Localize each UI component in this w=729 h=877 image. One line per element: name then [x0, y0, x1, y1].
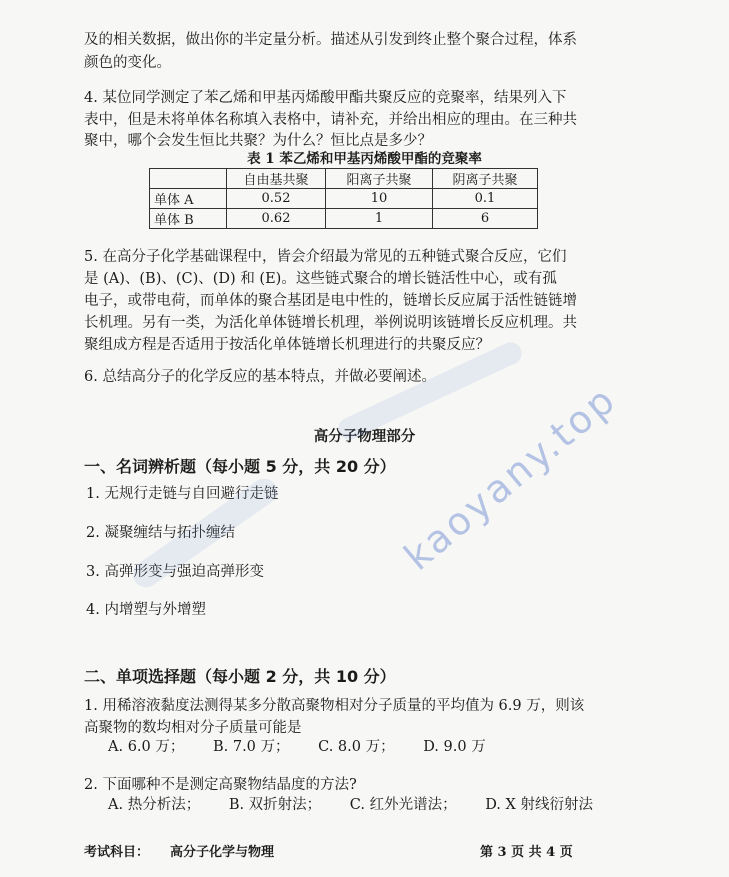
question-5-line-4: 长机理。另有一类，为活化单体链增长机理，举例说明该链增长反应机理。共: [84, 315, 577, 331]
table-header-row: [150, 169, 538, 189]
option-b: B. 双折射法；: [228, 797, 322, 813]
table-caption: 表 1 苯乙烯和甲基丙烯酸甲酯的竞聚率: [247, 151, 482, 167]
option-d: D. 9.0 万: [423, 739, 486, 755]
table-cell: 0.62: [227, 209, 326, 229]
table-cell: 0.1: [433, 189, 538, 209]
intro-line-2: 颜色的变化。: [84, 55, 171, 71]
choice-1-options: [108, 737, 510, 757]
footer-page-number: 第 3 页 共 4 页: [480, 845, 573, 860]
reactivity-ratio-table: [149, 168, 538, 229]
part-2-heading: 二、单项选择题（每小题 2 分，共 10 分）: [84, 667, 396, 686]
question-6: 6. 总结高分子的化学反应的基本特点，并做必要阐述。: [84, 369, 436, 385]
term-item: 2. 凝聚缠结与拓扑缠结: [86, 525, 235, 541]
term-item: 1. 无规行走链与自回避行走链: [86, 486, 279, 502]
choice-1-line-1: 1. 用稀溶液黏度法测得某多分散高聚物相对分子质量的平均值为 6.9 万，则该: [84, 698, 585, 714]
term-item: 4. 内增塑与外增塑: [86, 602, 206, 618]
question-4-line-1: 4. 某位同学测定了苯乙烯和甲基丙烯酸甲酯共聚反应的竞聚率，结果列入下: [84, 90, 567, 106]
part-1-heading: 一、名词辨析题（每小题 5 分，共 20 分）: [84, 457, 396, 476]
table-cell: 1: [326, 209, 433, 229]
question-5-line-1: 5. 在高分子化学基础课程中，皆会介绍最为常见的五种链式聚合反应，它们: [84, 249, 567, 265]
term-item: 3. 高弹形变与强迫高弹形变: [86, 564, 264, 580]
option-a: A. 6.0 万；: [108, 739, 185, 755]
header-cell-radical: 自由基共聚: [227, 169, 326, 189]
table-row: [150, 189, 538, 209]
intro-line-1: 及的相关数据，做出你的半定量分析。描述从引发到终止整个聚合过程，体系: [84, 32, 577, 48]
question-5-line-3: 电子，或带电荷，而单体的聚合基团是电中性的，链增长反应属于活性链链增: [84, 293, 577, 309]
watermark-text: kaoyany.top: [395, 376, 625, 579]
question-5-line-2: 是 (A)、(B)、(C)、(D) 和 (E)。这些链式聚合的增长链活性中心，或有孤: [84, 271, 557, 287]
choice-2-line-1: 2. 下面哪种不是测定高聚物结晶度的方法?: [84, 777, 357, 793]
question-5-line-5: 聚组成方程是否适用于按活化单体链增长机理进行的共聚反应？: [84, 337, 490, 353]
choice-1-line-2: 高聚物的数均相对分子质量可能是: [84, 720, 302, 736]
header-cell-anionic: 阴离子共聚: [433, 169, 538, 189]
option-c: C. 红外光谱法；: [349, 797, 457, 813]
table-cell: 单体 A: [150, 189, 227, 209]
question-4-line-3: 聚中，哪个会发生恒比共聚？为什么？恒比点是多少？: [84, 133, 432, 149]
table-cell: 10: [326, 189, 433, 209]
header-cell-empty: [150, 169, 227, 189]
choice-2-options: [108, 795, 617, 815]
table-cell: 单体 B: [150, 209, 227, 229]
question-4-line-2: 表中，但是未将单体名称填入表格中，请补充，并给出相应的理由。在三种共: [84, 112, 577, 128]
header-cell-cationic: 阳离子共聚: [326, 169, 433, 189]
option-b: B. 7.0 万；: [212, 739, 290, 755]
section-title-physics: 高分子物理部分: [313, 428, 416, 445]
option-d: D. X 射线衍射法: [485, 797, 593, 813]
option-a: A. 热分析法；: [108, 797, 201, 813]
footer-subject-label: 考试科目：: [84, 845, 150, 860]
table-cell: 6: [433, 209, 538, 229]
option-c: C. 8.0 万；: [318, 739, 395, 755]
table-cell: 0.52: [227, 189, 326, 209]
table-row: [150, 209, 538, 229]
footer-subject: 高分子化学与物理: [170, 845, 275, 860]
